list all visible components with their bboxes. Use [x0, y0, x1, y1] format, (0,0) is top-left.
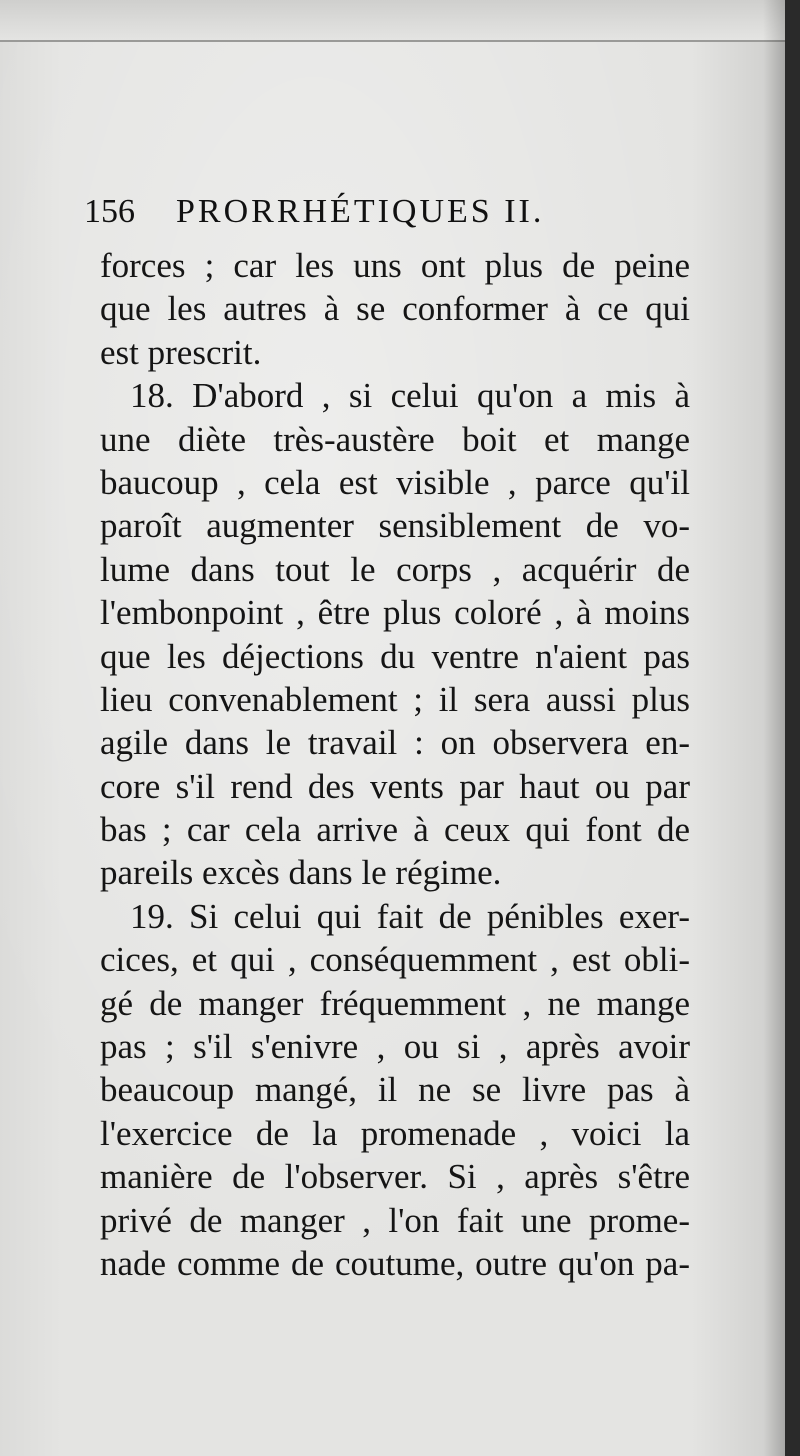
page-header: [84, 193, 604, 237]
text-line: une diète très-austère boit et mange: [100, 419, 690, 459]
page-gutter-shadow: [763, 0, 785, 1456]
text-line: manière de l'observer. Si , après s'être: [100, 1157, 690, 1197]
text-line: privé de manger , l'on fait une prome-: [100, 1200, 690, 1240]
text-line: bas ; car cela arrive à ceux qui font de: [100, 810, 690, 850]
text-body: [100, 244, 690, 1285]
text-line: baucoup , cela est visible , parce qu'il: [100, 462, 690, 502]
text-line: pareils excès dans le régime.: [100, 853, 502, 893]
text-line: core s'il rend des vents par haut ou par: [100, 766, 690, 806]
text-line: nade comme de coutume, outre qu'on pa-: [100, 1243, 690, 1283]
text-line: est prescrit.: [100, 332, 262, 372]
text-line: gé de manger fréquemment , ne mange: [100, 983, 690, 1023]
text-line: cices, et qui , conséquemment , est obli-: [100, 940, 690, 980]
text-line: l'embonpoint , être plus coloré , à moins: [100, 593, 690, 633]
page-number: 156: [84, 193, 135, 230]
text-line: paroît augmenter sensiblement de vo-: [100, 506, 690, 546]
paragraph-18-start: 18. D'abord , si celui qu'on a mis à: [130, 376, 690, 416]
text-line: pas ; s'il s'enivre , ou si , après avoir: [100, 1027, 690, 1067]
text-line: que les autres à se conformer à ce qui: [100, 289, 690, 329]
text-line: l'exercice de la promenade , voici la: [100, 1113, 690, 1153]
text-line: agile dans le travail : on observera en-: [100, 723, 690, 763]
page-top-edge: [0, 0, 785, 42]
text-line: lume dans tout le corps , acquérir de: [100, 549, 690, 589]
text-line: que les déjections du ventre n'aient pas: [100, 636, 690, 676]
text-line: forces ; car les uns ont plus de peine: [100, 246, 690, 285]
text-line: beaucoup mangé, il ne se livre pas à: [100, 1070, 690, 1110]
text-line: lieu convenablement ; il sera aussi plus: [100, 679, 690, 719]
running-head: PRORRHÉTIQUES II.: [176, 193, 545, 230]
paragraph-19-start: 19. Si celui qui fait de pénibles exer-: [130, 896, 690, 936]
